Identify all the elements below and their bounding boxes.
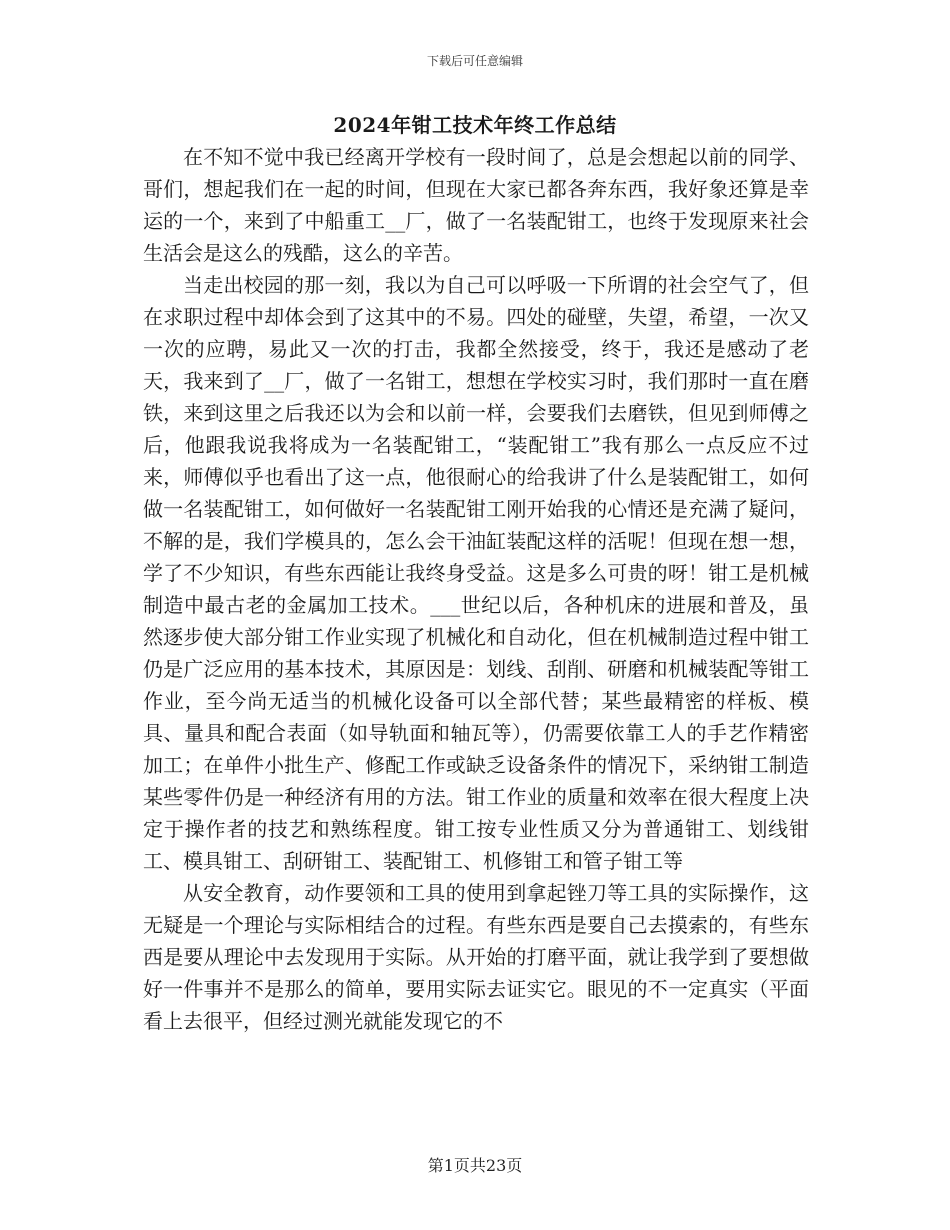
paragraph-3: 从安全教育，动作要领和工具的使用到拿起锉刀等工具的实际操作，这无疑是一个理论与实际相结合的过程。有些东西是要自己去摸索的，有些东西是要从理论中去发现用于实际。从开始的打磨平面，就让我学到了要想做好一件事并不是那么的简单，要用实际去证实它。眼见的不一定真实（平面看上去很平，但经过测光就能发现它的不	[143, 881, 809, 1033]
page-number-footer: 第1页共23页	[427, 1156, 523, 1175]
paragraph-2: 当走出校园的那一刻，我以为自己可以呼吸一下所谓的社会空气了，但在求职过程中却体会到了这其中的不易。四处的碰壁，失望，希望，一次又一次的应聘，易此又一次的打击，我都全然接受，终于，我还是感动了老天，我来到了__厂，做了一名钳工，想想在学校实习时，我们那时一直在磨铁，来到这里之后我还以为会和以前一样，会要我们去磨铁，但见到师傅之后，他跟我说我将成为一名装配钳工，“装配钳工”我有那么一点反应不过来，师傅似乎也看出了这一点，他很耐心的给我讲了什么是装配钳工，如何做一名装配钳工，如何做好一名装配钳工刚开始我的心情还是充满了疑问，不解的是，我们学模具的，怎么会干油缸装配这样的活呢！但现在想一想，学了不少知识，有些东西能让我终身受益。这是多么可贵的呀！钳工是机械制造中最古老的金属加工技术。___世纪以后，各种机床的进展和普及，虽然逐步使大部分钳工作业实现了机械化和自动化，但在机械制造过程中钳工仍是广泛应用的基本技术，其原因是：划线、刮削、研磨和机械装配等钳工作业，至今尚无适当的机械化设备可以全部代替；某些最精密的样板、模具、量具和配合表面（如导轨面和轴瓦等），仍需要依靠工人的手艺作精密加工；在单件小批生产、修配工作或缺乏设备条件的情况下，采纳钳工制造某些零件仍是一种经济有用的方法。钳工作业的质量和效率在很大程度上决定于操作者的技艺和熟练程度。钳工按专业性质又分为普通钳工、划线钳工、模具钳工、刮研钳工、装配钳工、机修钳工和管子钳工等	[143, 273, 809, 873]
paragraph-1: 在不知不觉中我已经离开学校有一段时间了，总是会想起以前的同学、哥们，想起我们在一起的时间，但现在大家已都各奔东西，我好象还算是幸运的一个，来到了中船重工__厂，做了一名装配钳工，也终于发现原来社会生活会是这么的残酷，这么的辛苦。	[143, 145, 809, 265]
page-header-note: 下载后可任意编辑	[426, 54, 523, 68]
document-body	[143, 141, 809, 1037]
document-title: 2024年钳工技术年终工作总结	[333, 113, 617, 137]
